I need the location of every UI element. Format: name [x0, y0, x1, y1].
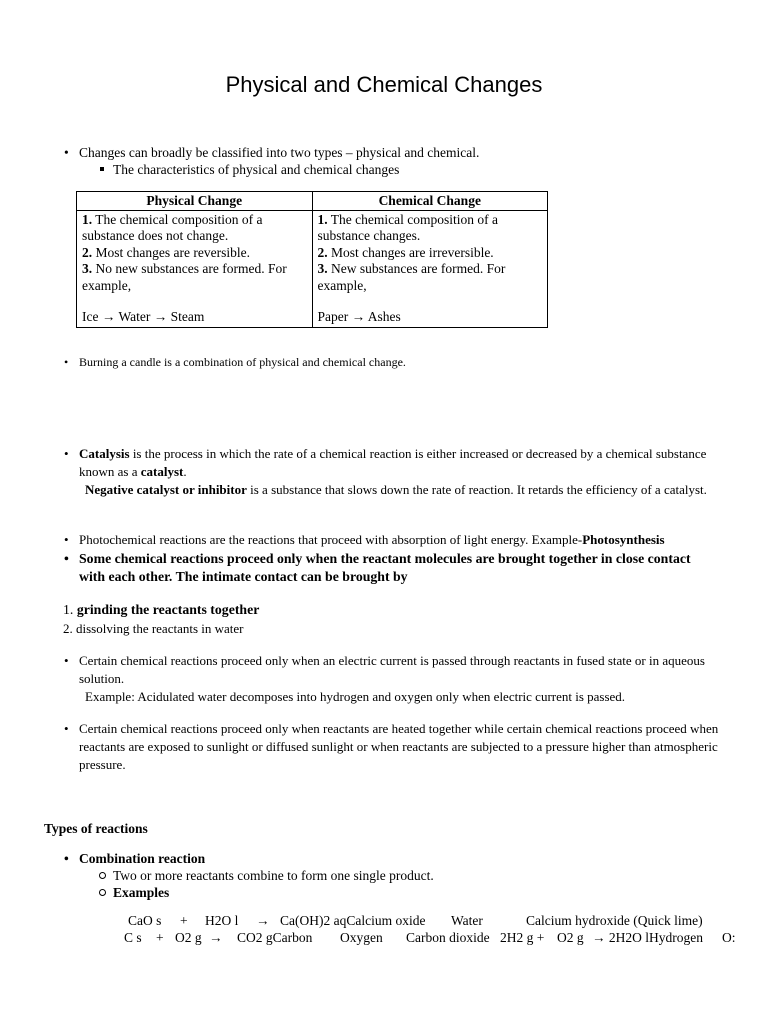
header-chemical: Chemical Change: [312, 192, 548, 211]
eq-term: CO2 gCarbon: [237, 930, 313, 945]
physical-cell: [77, 210, 313, 327]
method-item-1: [63, 601, 259, 619]
method-text: grinding the reactants together: [76, 602, 260, 617]
electric-bullet: • Certain chemical reactions proceed only when an electric current is passed through reactants in fused state or in aqueous solution.: [79, 652, 709, 688]
physical-example: Ice → Water → Steam: [82, 309, 205, 324]
point-number: 2.: [317, 244, 328, 260]
comparison-table: [76, 191, 548, 328]
photochemical-text: Photochemical reactions are the reactions that proceed with absorption of light energy. Example-: [79, 532, 583, 547]
physical-point-3: No new substances are formed. For example,: [82, 261, 287, 293]
catalysis-text: is the process in which the rate of a chemical reaction is either increased or decreased by a chemical substance known as a: [79, 446, 707, 479]
table-header-row: [77, 192, 548, 211]
intro-bullet: • Changes can broadly be classified into two types – physical and chemical.: [79, 144, 479, 161]
list-number: 1.: [63, 602, 74, 617]
equation-line-1: [0, 913, 768, 930]
equation-line-2: [0, 930, 768, 947]
candle-bullet: • Burning a candle is a combination of physical and chemical change.: [79, 354, 406, 371]
heat-bullet: • Certain chemical reactions proceed only when reactants are heated together while certain chemical reactions proceed when reactants are exposed to sunlight or diffused sunlight or when reactants are subjected to a pressure higher than atmospheric pressure.: [79, 720, 729, 774]
catalysis-term: Catalysis: [79, 446, 130, 461]
table-row: [77, 210, 548, 327]
method-item-2: [63, 620, 244, 637]
method-text: dissolving the reactants in water: [76, 621, 244, 636]
combination-desc: Two or more reactants combine to form one single product.: [113, 868, 434, 883]
eq-plus: +: [180, 913, 188, 928]
catalyst-term: catalyst: [140, 464, 184, 479]
chemical-point-1: The chemical composition of a substance changes.: [317, 211, 498, 243]
physical-point-2: Most changes are reversible.: [92, 244, 250, 260]
point-number: 1.: [317, 211, 328, 227]
catalysis-bullet: [79, 445, 719, 481]
eq-term: 2H2 g +: [500, 930, 545, 945]
chemical-cell: [312, 210, 548, 327]
eq-label: O:: [722, 930, 736, 945]
point-number: 3.: [82, 261, 93, 276]
electric-example: Example: Acidulated water decomposes into hydrogen and oxygen only when electric current is passed.: [85, 689, 626, 704]
chemical-point-2: Most changes are irreversible.: [327, 244, 494, 260]
catalysis-period: .: [183, 464, 187, 479]
eq-plus: +: [156, 930, 164, 945]
eq-label: Oxygen: [340, 930, 383, 945]
eq-term: C s: [124, 930, 142, 945]
negative-catalyst-term: Negative catalyst or inhibitor: [85, 482, 247, 497]
eq-label: Carbon dioxide: [406, 930, 490, 945]
page-title: Physical and Chemical Changes: [225, 72, 543, 97]
intro-sub-bullet: The characteristics of physical and chemical changes: [113, 162, 400, 177]
eq-term: CaO s: [128, 913, 162, 928]
negative-catalyst: [85, 481, 715, 499]
chemical-point-3: New substances are formed. For example,: [317, 261, 506, 293]
header-physical: Physical Change: [77, 192, 313, 211]
eq-term: Ca(OH)2 aqCalcium oxide: [280, 913, 426, 928]
combination-heading: • Combination reaction: [79, 850, 205, 867]
photosynthesis-term: Photosynthesis: [582, 532, 665, 547]
point-number: 2.: [82, 244, 93, 260]
eq-term: → 2H2O lHydrogen: [592, 930, 703, 945]
eq-term: O2 g: [557, 930, 584, 945]
chemical-example: Paper → Ashes: [317, 309, 401, 324]
eq-label: Water: [451, 913, 483, 928]
physical-point-1: The chemical composition of a substance does not change.: [82, 211, 263, 243]
point-number: 3.: [317, 261, 328, 276]
eq-arrow: →: [209, 930, 223, 945]
eq-term: O2 g: [175, 930, 202, 945]
negative-catalyst-text: is a substance that slows down the rate of reaction. It retards the efficiency of a catalyst.: [246, 482, 707, 497]
eq-arrow: →: [256, 913, 270, 928]
examples-label: Examples: [113, 885, 170, 900]
photochemical-bullet: [79, 531, 665, 549]
contact-bullet: • Some chemical reactions proceed only when the reactant molecules are brought together in close contact with each other. The intimate contact can be brought by: [79, 550, 719, 586]
list-number: 2.: [63, 621, 73, 636]
types-heading: Types of reactions: [44, 821, 148, 836]
eq-label: Calcium hydroxide (Quick lime): [526, 913, 703, 928]
point-number: 1.: [82, 211, 93, 227]
eq-term: H2O l: [205, 913, 239, 928]
